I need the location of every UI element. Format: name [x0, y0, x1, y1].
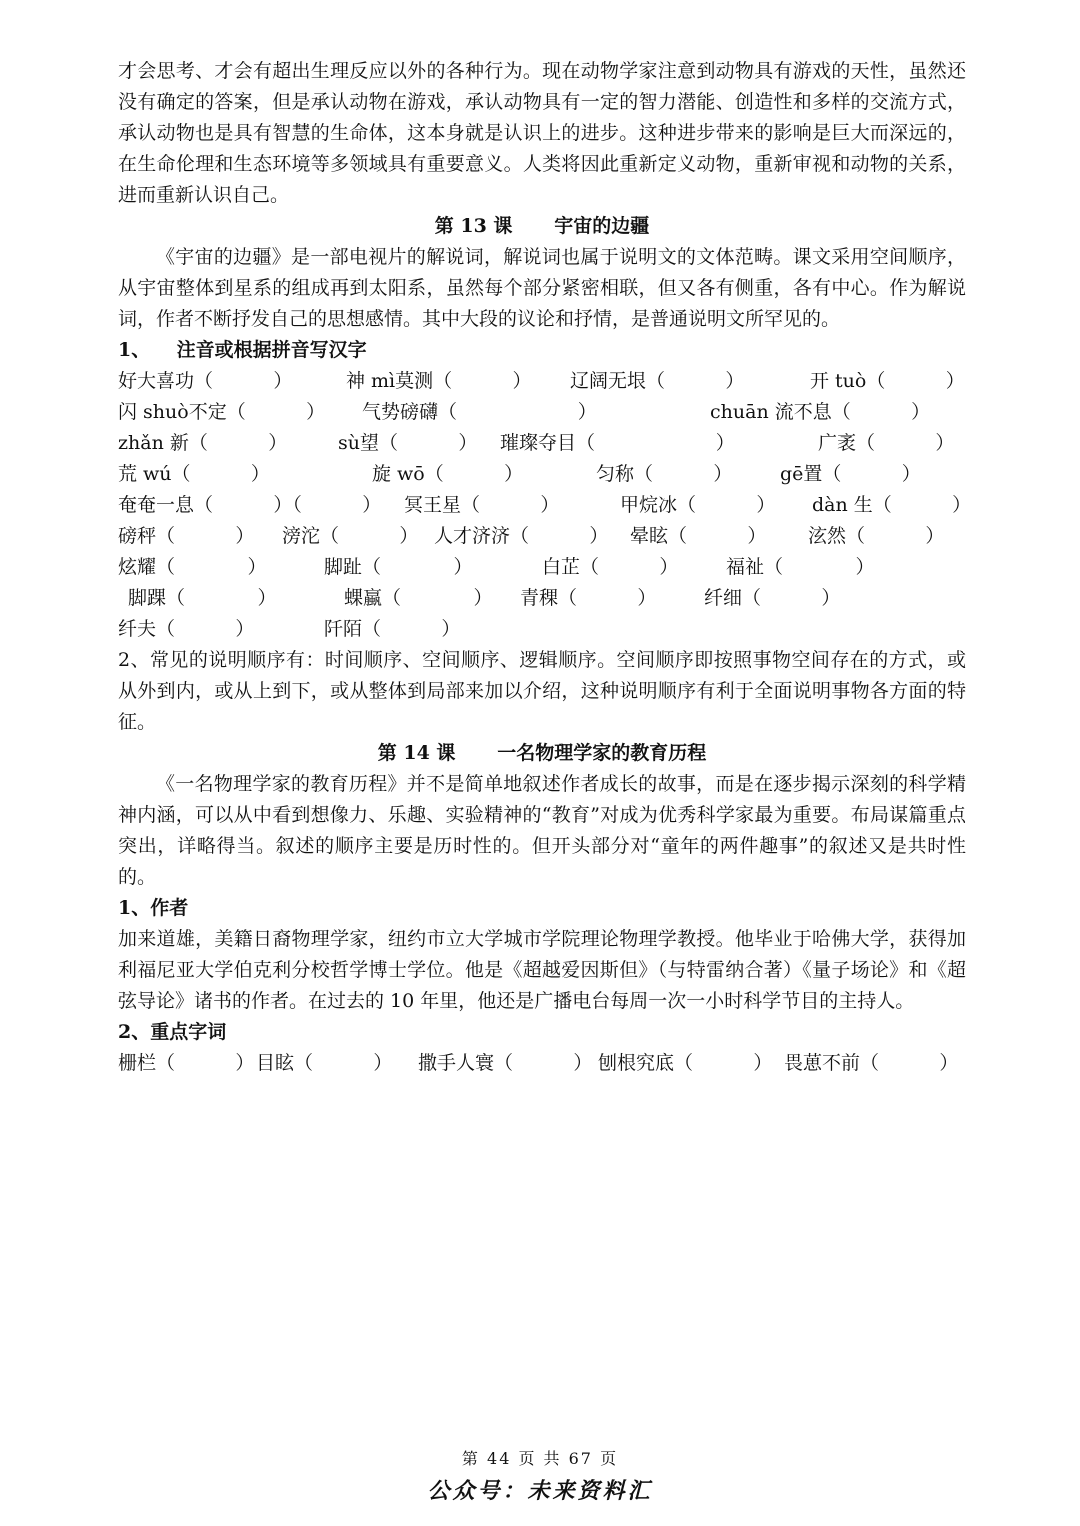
lesson-14-author-text: 加来道雄，美籍日裔物理学家，纽约市立大学城市学院理论物理学教授。他毕业于哈佛大学，获得加利福尼亚大学伯克利分校哲学博士学位。他是《超越爱因斯但》（与特雷纳合著）《量子场论》和《超弦导论》诸书的作者。在过去的 10 年里，他还是广播电台每周一次一小时科学节目的主持人。 — [118, 928, 966, 1012]
vocab-item: 刨根究底（ ） — [598, 1052, 773, 1074]
vocab-row-2 — [118, 397, 966, 428]
vocab-item: 福祉（ ） — [726, 556, 875, 578]
page-number: 第 44 页 共 67 页 — [461, 1449, 619, 1468]
vocab-item: 晕眩（ ） — [630, 525, 767, 547]
vocab-item: zhǎn 新（ ） — [118, 432, 288, 454]
vocab-item: 脚趾（ ） — [324, 556, 473, 578]
vocab-item: chuān 流不息（ ） — [710, 401, 931, 423]
lesson-14-vocab-row — [118, 1048, 966, 1079]
vocab-item: 气势磅礴（ ） — [362, 401, 597, 423]
vocab-item: 滂沱（ ） — [282, 525, 419, 547]
vocab-row-4 — [118, 459, 966, 490]
vocab-item: 辽阔无垠（ ） — [570, 370, 745, 392]
lesson-13-vocab-list — [118, 366, 972, 645]
vocab-item: 人才济济（ ） — [434, 525, 609, 547]
vocab-item: 白芷（ ） — [542, 556, 679, 578]
vocab-item: 匀称（ ） — [596, 463, 733, 485]
vocab-item: 纤细（ ） — [704, 587, 841, 609]
vocab-item: 开 tuò（ ） — [810, 370, 965, 392]
vocab-item: 璀璨夺目（ ） — [500, 432, 735, 454]
lesson-13-heading — [118, 211, 966, 242]
lesson-13-title: 宇宙的边疆 — [554, 215, 650, 237]
lesson-13-section-1-title: 1、 注音或根据拼音写汉字 — [118, 339, 367, 361]
vocab-item: 奄奄一息（ ）（ ） — [118, 494, 382, 516]
vocab-item: 撒手人寰（ ） — [418, 1052, 593, 1074]
watermark: 公众号：未来资料汇 — [427, 1478, 653, 1504]
vocab-row-7 — [118, 552, 966, 583]
vocab-item: sù望（ ） — [338, 432, 478, 454]
vocab-item: 荒 wú（ ） — [118, 463, 270, 485]
vocab-item: dàn 生（ ） — [812, 494, 972, 516]
lesson-14-section-2-title: 2、重点字词 — [118, 1021, 227, 1043]
lesson-14-summary: 《一名物理学家的教育历程》并不是简单地叙述作者成长的故事，而是在逐步揭示深刻的科学精神内涵，可以从中看到想像力、乐趣、实验精神的“教育”对成为优秀科学家最为重要。布局谋篇重点突出，详略得当。叙述的顺序主要是历时性的。但开头部分对“童年的两件趣事”的叙述又是共时性的。 — [118, 773, 966, 888]
vocab-item: 广袤（ ） — [818, 432, 955, 454]
vocab-row-9 — [118, 614, 966, 645]
vocab-item: 闪 shuò不定（ ） — [118, 401, 326, 423]
vocab-item: 冥王星（ ） — [404, 494, 560, 516]
lesson-13-section-2: 2、常见的说明顺序有：时间顺序、空间顺序、逻辑顺序。空间顺序即按照事物空间存在的方式，或从外到内，或从上到下，或从整体到局部来加以介绍，这种说明顺序有利于全面说明事物各方面的特征。 — [118, 649, 966, 733]
vocab-row-8 — [118, 583, 966, 614]
vocab-item: gē置（ ） — [780, 463, 921, 485]
vocab-item: 青稞（ ） — [520, 587, 657, 609]
vocab-item: 好大喜功（ ） — [118, 370, 293, 392]
lesson-14-section-1-title: 1、作者 — [118, 897, 189, 919]
vocab-item: 旋 wō（ ） — [372, 463, 524, 485]
vocab-item: 栅栏（ ） — [118, 1052, 255, 1074]
vocab-item: 炫耀（ ） — [118, 556, 267, 578]
vocab-item: 蜾蠃（ ） — [344, 587, 493, 609]
lesson-13-summary: 《宇宙的边疆》是一部电视片的解说词，解说词也属于说明文的文体范畴。课文采用空间顺序，从宇宙整体到星系的组成再到太阳系，虽然每个部分紧密相联，但又各有侧重，各有中心。作为解说词，作者不断抒发自己的思想感情。其中大段的议论和抒情，是普通说明文所罕见的。 — [118, 246, 966, 330]
vocab-item: 甲烷冰（ ） — [620, 494, 776, 516]
intro-paragraph: 才会思考、才会有超出生理反应以外的各种行为。现在动物学家注意到动物具有游戏的天性，虽然还没有确定的答案，但是承认动物在游戏，承认动物具有一定的智力潜能、创造性和多样的交流方式，承认动物也是具有智慧的生命体，这本身就是认识上的进步。这种进步带来的影响是巨大而深远的，在生命伦理和生态环境等多领域具有重要意义。人类将因此重新定义动物，重新审视和动物的关系，进而重新认识自己。 — [118, 60, 966, 206]
lesson-14-title: 一名物理学家的教育历程 — [497, 742, 707, 764]
vocab-row-3 — [118, 428, 966, 459]
vocab-item: 阡陌（ ） — [324, 618, 461, 640]
vocab-item: 畏葸不前（ ） — [784, 1052, 959, 1074]
lesson-14-heading — [118, 738, 966, 769]
vocab-item: 纤夫（ ） — [118, 618, 255, 640]
vocab-item: 目眩（ ） — [256, 1052, 393, 1074]
vocab-row-1 — [118, 366, 966, 397]
page-content — [118, 56, 972, 1079]
lesson-13-number: 第 13 课 — [434, 215, 513, 237]
vocab-item: 神 mì莫测（ ） — [346, 370, 532, 392]
vocab-row-5 — [118, 490, 972, 521]
vocab-item: 泫然（ ） — [808, 525, 945, 547]
lesson-14-number: 第 14 课 — [377, 742, 456, 764]
vocab-row-6 — [118, 521, 966, 552]
vocab-item: 脚踝（ ） — [128, 587, 277, 609]
vocab-item: 磅秤（ ） — [118, 525, 255, 547]
